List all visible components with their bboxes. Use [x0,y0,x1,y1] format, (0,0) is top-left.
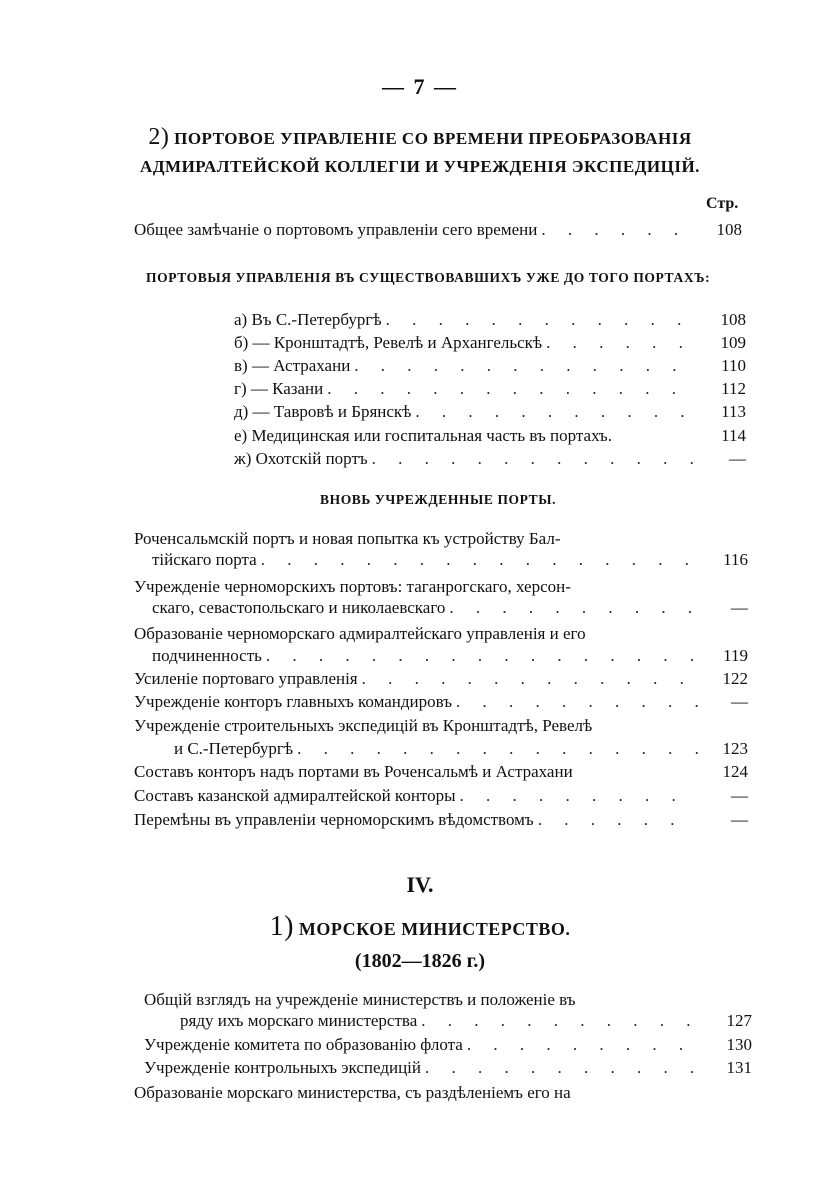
port-entry [234,379,746,399]
entry-page: — [731,810,748,829]
entry-page: 131 [726,1058,752,1077]
leader-dots [327,379,696,399]
entry-text: подчиненность [152,646,262,665]
toc-entry [144,1058,752,1078]
leader-dots [261,550,698,570]
entry-page: 123 [722,739,748,758]
entry-text: а) Въ С.-Петербургѣ [234,310,382,329]
entry-page: — [731,598,748,617]
entry-page: 116 [723,550,748,569]
leader-dots [362,669,698,689]
entry-text: ж) Охотскій портъ [234,449,368,468]
port-entry [234,449,746,469]
entry-page: 119 [723,646,748,665]
leader-dots [449,598,698,618]
entry-text: д) — Тавровѣ и Брянскѣ [234,402,412,421]
part-years: (1802—1826 г.) [354,950,486,972]
entry-page: 108 [720,310,746,329]
entry-text: Составъ казанской адмиралтейской конторы [134,786,456,805]
entry-text: ряду ихъ морскаго министерства [180,1011,418,1030]
toc-entry [180,1011,752,1031]
section-title-line1: ПОРТОВОЕ УПРАВЛЕНІЕ СО ВРЕМЕНИ ПРЕОБРАЗОВАНІЯ [174,129,692,148]
leader-dots [456,692,698,712]
leader-dots [460,786,698,806]
leader-dots [421,1011,702,1031]
entry-text: Учрежденіе контрольныхъ экспедицій [144,1058,422,1077]
part-heading [0,911,840,943]
subheading-new-ports: ВНОВЬ УЧРЕЖДЕННЫЕ ПОРТЫ. [320,492,557,507]
leader-dots [415,402,696,422]
toc-entry [152,550,748,570]
leader-dots [297,739,698,759]
entry-text: е) Медицинская или госпитальная часть въ портахъ. [234,426,612,445]
port-entry [234,333,746,353]
entry-text: Перемѣны въ управленіи черноморскимъ вѣдомствомъ [134,810,534,829]
part-heading-title: МОРСКОЕ МИНИСТЕРСТВО. [298,919,571,939]
leader-dots [467,1035,702,1055]
entry-page: — [729,449,746,468]
entry-page: 113 [721,402,746,421]
leader-dots [541,220,692,240]
entry-line1: Образованіе черноморскаго адмиралтейскаго управленія и его [134,624,586,643]
entry-page: 109 [720,333,746,352]
entry-page: 130 [726,1035,752,1054]
section-number: 2) [148,124,170,150]
entry-page: 124 [722,762,748,781]
entry-line1: Учрежденіе черноморскихъ портовъ: таганрогскаго, херсон- [134,577,571,596]
entry-page: 122 [722,669,748,688]
toc-entry [134,810,748,830]
entry-line1: Образованіе морскаго министерства, съ раздѣленіемъ его на [134,1083,571,1102]
entry-text: Усиленіе портоваго управленія [134,669,358,688]
entry-text: Учрежденіе комитета по образованію флота [144,1035,463,1054]
entry-page: — [731,692,748,711]
section-title-line2: АДМИРАЛТЕЙСКОЙ КОЛЛЕГІИ И УЧРЕЖДЕНІЯ ЭКСПЕДИЦІЙ. [140,157,700,176]
entry-page: 127 [726,1011,752,1030]
port-entry [234,426,746,446]
section-heading-line1 [0,124,840,151]
entry-page: 114 [721,426,746,445]
entry-text: г) — Казани [234,379,324,398]
entry-page: — [731,786,748,805]
entry-text: Общее замѣчаніе о портовомъ управленіи сего времени [134,220,538,239]
toc-entry [174,739,748,759]
entry-text: в) — Астрахани [234,356,351,375]
leader-dots [386,310,696,330]
part-heading-number: 1) [269,911,294,942]
toc-entry [144,1035,752,1055]
page-column-label: Стр. [706,195,739,212]
leader-dots [372,449,696,469]
leader-dots [354,356,696,376]
entry-line1: Роченсальмскій портъ и новая попытка къ устройству Бал- [134,529,561,548]
entry-text: тійскаго порта [152,550,257,569]
toc-entry [134,220,742,240]
toc-entry [152,598,748,618]
port-entry [234,310,746,330]
page-number: — 7 — [382,74,458,99]
toc-entry [152,646,748,666]
entry-text: скаго, севастопольскаго и николаевскаго [152,598,446,617]
entry-line1: Учрежденіе строительныхъ экспедицій въ Кронштадтѣ, Ревелѣ [134,716,593,735]
port-entry [234,356,746,376]
toc-entry [134,669,748,689]
entry-line1: Общій взглядъ на учрежденіе министерствъ и положеніе въ [144,990,576,1009]
toc-entry [134,786,748,806]
entry-text: б) — Кронштадтѣ, Ревелѣ и Архангельскѣ [234,333,543,352]
toc-entry [134,762,748,782]
entry-page: 112 [721,379,746,398]
entry-text: и С.-Петербургѣ [174,739,294,758]
leader-dots [425,1058,702,1078]
subheading-existing-ports: ПОРТОВЫЯ УПРАВЛЕНІЯ ВЪ СУЩЕСТВОВАВШИХЪ УЖЕ ДО ТОГО ПОРТАХЪ: [146,270,711,285]
entry-page: 108 [716,220,742,239]
entry-page: 110 [721,356,746,375]
leader-dots [546,333,696,353]
toc-entry [134,692,748,712]
leader-dots [538,810,698,830]
entry-text: Составъ конторъ надъ портами въ Роченсальмѣ и Астрахани [134,762,573,781]
part-roman-numeral: IV. [406,872,434,897]
entry-text: Учрежденіе конторъ главныхъ командировъ [134,692,453,711]
port-entry [234,402,746,422]
leader-dots [266,646,698,666]
